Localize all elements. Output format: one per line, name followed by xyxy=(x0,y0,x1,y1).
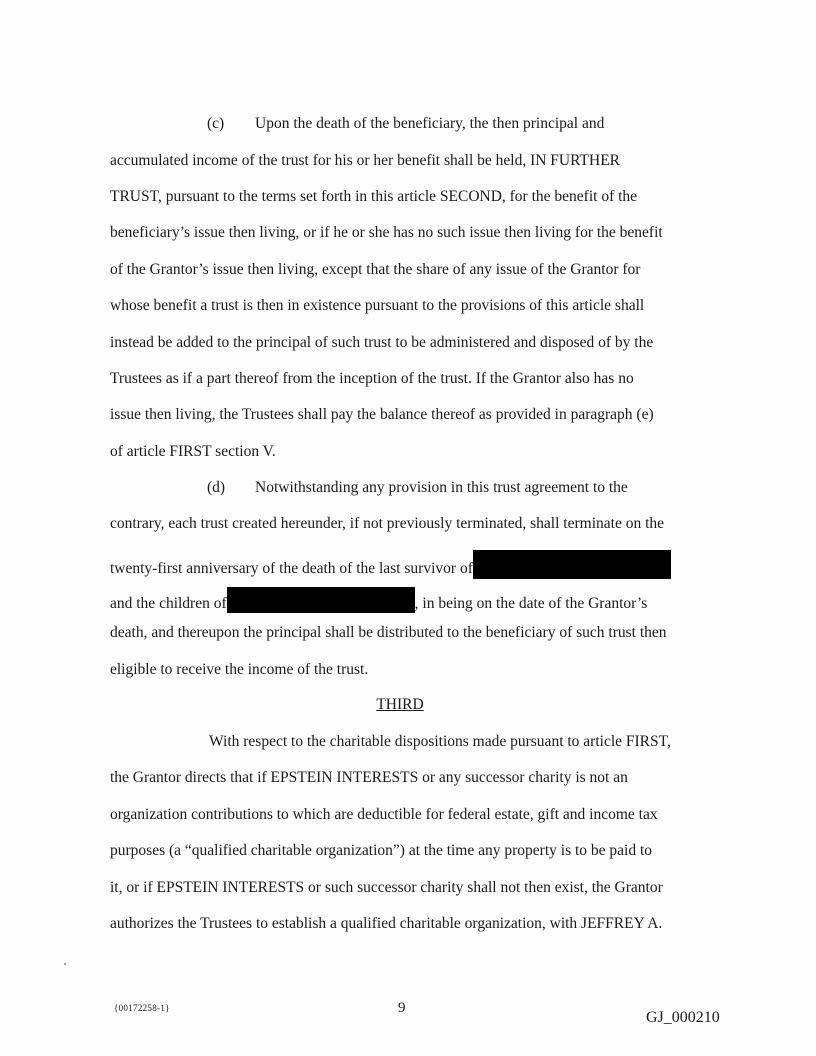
paragraph-c-line-3: TRUST, pursuant to the terms set forth in this article SECOND, for the benefit of the xyxy=(110,188,638,205)
paragraph-d-line-5: death, and thereupon the principal shall be distributed to the beneficiary of such trust then xyxy=(110,624,667,641)
redaction-box xyxy=(473,550,671,579)
third-line-5: it, or if EPSTEIN INTERESTS or such successor charity shall not then exist, the Grantor xyxy=(110,879,663,896)
paragraph-d-text: Notwithstanding any provision in this trust agreement to the xyxy=(255,479,628,496)
paragraph-c-line-7: instead be added to the principal of such trust to be administered and disposed of by the xyxy=(110,334,654,351)
paragraph-c-line-5: of the Grantor’s issue then living, except that the share of any issue of the Grantor for xyxy=(110,261,641,278)
paragraph-d-line-3-text: twenty-first anniversary of the death of the last survivor of xyxy=(110,560,473,577)
third-line-2: the Grantor directs that if EPSTEIN INTERESTS or any successor charity is not an xyxy=(110,769,628,786)
paragraph-c-line-8: Trustees as if a part thereof from the inception of the trust. If the Grantor also has no xyxy=(110,370,634,387)
paragraph-d-line-3 xyxy=(110,550,671,579)
third-line-1: With respect to the charitable dispositions made pursuant to article FIRST, xyxy=(209,733,671,750)
third-line-3: organization contributions to which are deductible for federal estate, gift and income tax xyxy=(110,806,658,823)
paragraph-c-line-2: accumulated income of the trust for his or her benefit shall be held, IN FURTHER xyxy=(110,152,621,169)
footer-bates-number: GJ_000210 xyxy=(646,1009,720,1026)
paragraph-d-line-1 xyxy=(207,478,628,498)
scan-speck xyxy=(64,963,66,965)
paragraph-c-marker: (c) xyxy=(207,115,225,132)
third-line-4: purposes (a “qualified charitable organization”) at the time any property is to be paid to xyxy=(110,842,653,859)
paragraph-c-line-10: of article FIRST section V. xyxy=(110,443,276,460)
paragraph-c-line-9: issue then living, the Trustees shall pay the balance thereof as provided in paragraph (e) xyxy=(110,406,654,423)
redaction-box xyxy=(227,587,415,613)
paragraph-c-line-6: whose benefit a trust is then in existence pursuant to the provisions of this article shall xyxy=(110,297,645,314)
third-line-6: authorizes the Trustees to establish a qualified charitable organization, with JEFFREY A. xyxy=(110,915,663,932)
footer-page-number: 9 xyxy=(398,1000,406,1016)
paragraph-c-line-4: beneficiary’s issue then living, or if he or she has no such issue then living for the benefit xyxy=(110,224,663,241)
footer-document-id: {00172258-1} xyxy=(114,1003,170,1013)
paragraph-d-line-6: eligible to receive the income of the trust. xyxy=(110,661,369,678)
paragraph-c-line-1 xyxy=(207,114,604,134)
paragraph-d-line-4-start: and the children of xyxy=(110,595,227,612)
paragraph-d-marker: (d) xyxy=(207,479,226,496)
paragraph-d-line-4-end: , in being on the date of the Grantor’s xyxy=(414,595,648,612)
section-heading-third: THIRD xyxy=(376,696,424,713)
paragraph-d-line-2: contrary, each trust created hereunder, if not previously terminated, shall terminate on the xyxy=(110,515,665,532)
paragraph-d-line-4 xyxy=(110,587,647,614)
paragraph-c-text: Upon the death of the beneficiary, the then principal and xyxy=(255,115,605,132)
